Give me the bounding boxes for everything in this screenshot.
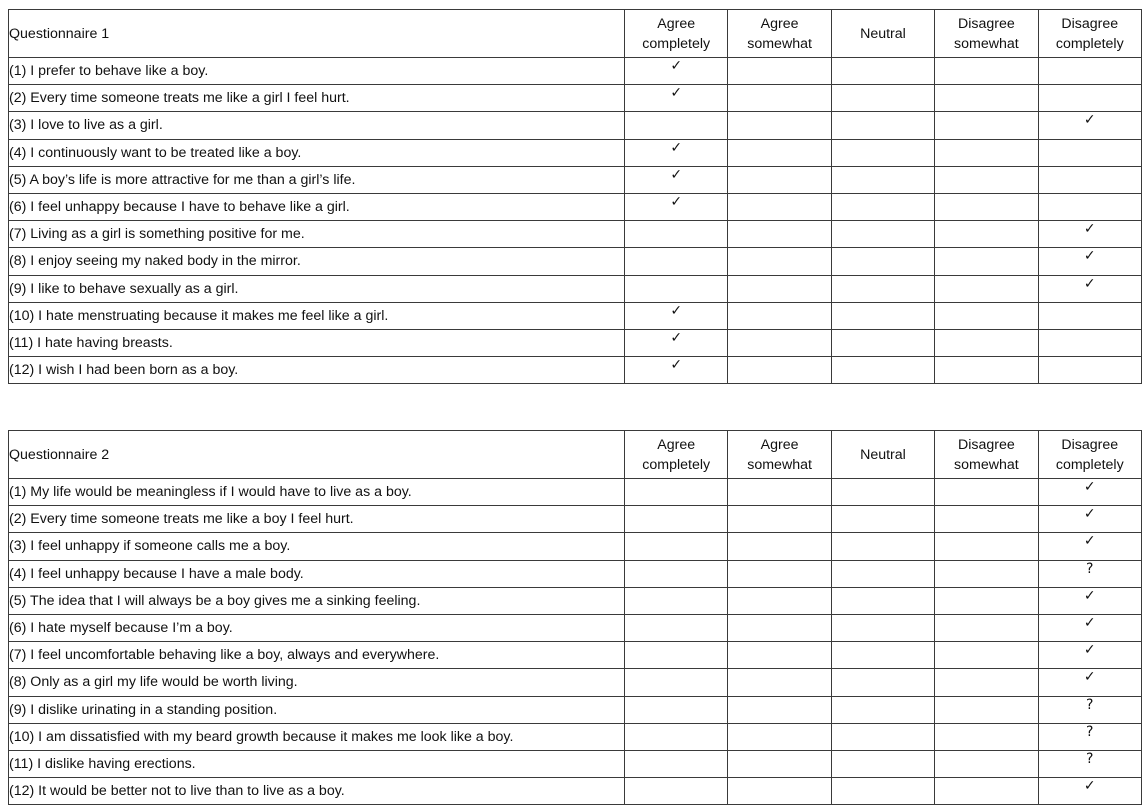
column-header-agree-somewhat: Agree somewhat [728, 431, 831, 479]
response-cell-agree-completely [625, 696, 728, 723]
column-header-agree-completely: Agree completely [625, 10, 728, 58]
response-cell-agree-completely [625, 750, 728, 777]
question-text: (12) It would be better not to live than to live as a boy. [9, 778, 625, 805]
response-cell-neutral [831, 248, 934, 275]
response-cell-neutral [831, 58, 934, 85]
response-cell-disagree-completely: ? [1038, 723, 1141, 750]
question-text: (1) My life would be meaningless if I would have to live as a boy. [9, 479, 625, 506]
question-text: (5) A boy’s life is more attractive for me than a girl’s life. [9, 166, 625, 193]
response-cell-agree-somewhat [728, 506, 831, 533]
response-cell-neutral [831, 85, 934, 112]
response-cell-neutral [831, 193, 934, 220]
table-row [9, 614, 1142, 641]
response-cell-disagree-somewhat [935, 750, 1038, 777]
response-cell-agree-somewhat [728, 750, 831, 777]
response-cell-agree-completely: ✓ [625, 166, 728, 193]
question-text: (8) I enjoy seeing my naked body in the mirror. [9, 248, 625, 275]
response-cell-disagree-completely: ✓ [1038, 642, 1141, 669]
response-cell-agree-completely [625, 560, 728, 587]
response-cell-disagree-somewhat [935, 275, 1038, 302]
response-cell-agree-somewhat [728, 302, 831, 329]
questionnaire-1-table [8, 9, 1142, 384]
response-cell-disagree-completely [1038, 329, 1141, 356]
response-cell-disagree-completely: ? [1038, 560, 1141, 587]
response-cell-neutral [831, 166, 934, 193]
response-cell-neutral [831, 302, 934, 329]
response-cell-agree-completely [625, 533, 728, 560]
response-cell-neutral [831, 479, 934, 506]
column-header-neutral: Neutral [831, 10, 934, 58]
response-cell-agree-somewhat [728, 58, 831, 85]
response-cell-agree-somewhat [728, 329, 831, 356]
table-row [9, 139, 1142, 166]
response-cell-neutral [831, 560, 934, 587]
response-cell-agree-somewhat [728, 533, 831, 560]
response-cell-agree-somewhat [728, 696, 831, 723]
response-cell-disagree-completely: ✓ [1038, 112, 1141, 139]
response-cell-neutral [831, 669, 934, 696]
response-cell-disagree-somewhat [935, 248, 1038, 275]
response-cell-agree-somewhat [728, 248, 831, 275]
response-cell-disagree-completely [1038, 58, 1141, 85]
response-cell-neutral [831, 139, 934, 166]
table-row [9, 506, 1142, 533]
response-cell-agree-completely [625, 112, 728, 139]
response-cell-neutral [831, 614, 934, 641]
response-cell-disagree-completely [1038, 166, 1141, 193]
response-cell-disagree-somewhat [935, 506, 1038, 533]
response-cell-disagree-completely [1038, 302, 1141, 329]
response-cell-agree-completely [625, 587, 728, 614]
table-row [9, 85, 1142, 112]
response-cell-agree-completely [625, 248, 728, 275]
response-cell-agree-somewhat [728, 166, 831, 193]
response-cell-agree-somewhat [728, 357, 831, 384]
question-text: (3) I love to live as a girl. [9, 112, 625, 139]
response-cell-agree-somewhat [728, 275, 831, 302]
question-text: (7) I feel uncomfortable behaving like a boy, always and everywhere. [9, 642, 625, 669]
response-cell-agree-completely [625, 506, 728, 533]
response-cell-disagree-completely: ✓ [1038, 221, 1141, 248]
response-cell-disagree-somewhat [935, 696, 1038, 723]
response-cell-neutral [831, 329, 934, 356]
response-cell-agree-completely: ✓ [625, 193, 728, 220]
table-row [9, 560, 1142, 587]
response-cell-disagree-somewhat [935, 85, 1038, 112]
response-cell-neutral [831, 587, 934, 614]
response-cell-agree-somewhat [728, 778, 831, 805]
table-row [9, 58, 1142, 85]
response-cell-disagree-somewhat [935, 560, 1038, 587]
response-cell-disagree-somewhat [935, 778, 1038, 805]
table-row [9, 302, 1142, 329]
questionnaire-title: Questionnaire 1 [9, 10, 625, 58]
response-cell-neutral [831, 750, 934, 777]
response-cell-neutral [831, 221, 934, 248]
response-cell-neutral [831, 642, 934, 669]
response-cell-disagree-completely: ✓ [1038, 669, 1141, 696]
table-row [9, 193, 1142, 220]
response-cell-agree-completely: ✓ [625, 329, 728, 356]
questionnaire-title: Questionnaire 2 [9, 431, 625, 479]
column-header-neutral: Neutral [831, 431, 934, 479]
column-header-disagree-somewhat: Disagree somewhat [935, 431, 1038, 479]
response-cell-disagree-somewhat [935, 166, 1038, 193]
question-text: (9) I dislike urinating in a standing position. [9, 696, 625, 723]
response-cell-disagree-completely: ✓ [1038, 587, 1141, 614]
question-text: (11) I dislike having erections. [9, 750, 625, 777]
question-text: (1) I prefer to behave like a boy. [9, 58, 625, 85]
question-text: (7) Living as a girl is something positive for me. [9, 221, 625, 248]
table-row [9, 357, 1142, 384]
question-text: (10) I am dissatisfied with my beard growth because it makes me look like a boy. [9, 723, 625, 750]
response-cell-disagree-completely [1038, 139, 1141, 166]
response-cell-neutral [831, 506, 934, 533]
column-header-disagree-completely: Disagree completely [1038, 431, 1141, 479]
response-cell-agree-completely [625, 479, 728, 506]
response-cell-agree-completely [625, 275, 728, 302]
response-cell-disagree-completely [1038, 85, 1141, 112]
question-text: (2) Every time someone treats me like a boy I feel hurt. [9, 506, 625, 533]
response-cell-disagree-somewhat [935, 221, 1038, 248]
response-cell-disagree-somewhat [935, 669, 1038, 696]
response-cell-neutral [831, 533, 934, 560]
response-cell-disagree-completely: ✓ [1038, 248, 1141, 275]
response-cell-disagree-somewhat [935, 58, 1038, 85]
response-cell-disagree-completely: ✓ [1038, 614, 1141, 641]
response-cell-agree-completely: ✓ [625, 302, 728, 329]
question-text: (11) I hate having breasts. [9, 329, 625, 356]
response-cell-disagree-somewhat [935, 479, 1038, 506]
response-cell-agree-somewhat [728, 560, 831, 587]
response-cell-disagree-somewhat [935, 614, 1038, 641]
response-cell-agree-completely [625, 778, 728, 805]
table-row [9, 275, 1142, 302]
response-cell-disagree-completely [1038, 193, 1141, 220]
response-cell-disagree-somewhat [935, 723, 1038, 750]
response-cell-neutral [831, 696, 934, 723]
response-cell-neutral [831, 112, 934, 139]
response-cell-agree-somewhat [728, 642, 831, 669]
response-cell-agree-somewhat [728, 723, 831, 750]
question-text: (9) I like to behave sexually as a girl. [9, 275, 625, 302]
question-text: (2) Every time someone treats me like a girl I feel hurt. [9, 85, 625, 112]
question-text: (12) I wish I had been born as a boy. [9, 357, 625, 384]
column-header-agree-somewhat: Agree somewhat [728, 10, 831, 58]
response-cell-agree-somewhat [728, 85, 831, 112]
table-row [9, 479, 1142, 506]
response-cell-disagree-somewhat [935, 587, 1038, 614]
header-row [9, 10, 1142, 58]
response-cell-agree-somewhat [728, 479, 831, 506]
response-cell-disagree-somewhat [935, 193, 1038, 220]
table-row [9, 587, 1142, 614]
response-cell-disagree-somewhat [935, 139, 1038, 166]
question-text: (4) I feel unhappy because I have a male body. [9, 560, 625, 587]
response-cell-agree-somewhat [728, 614, 831, 641]
response-cell-neutral [831, 723, 934, 750]
question-text: (3) I feel unhappy if someone calls me a boy. [9, 533, 625, 560]
table-row [9, 248, 1142, 275]
response-cell-agree-completely [625, 723, 728, 750]
question-text: (6) I feel unhappy because I have to behave like a girl. [9, 193, 625, 220]
question-text: (6) I hate myself because I’m a boy. [9, 614, 625, 641]
response-cell-agree-completely: ✓ [625, 357, 728, 384]
response-cell-disagree-completely: ✓ [1038, 506, 1141, 533]
table-row [9, 166, 1142, 193]
response-cell-agree-completely: ✓ [625, 139, 728, 166]
response-cell-neutral [831, 357, 934, 384]
response-cell-agree-somewhat [728, 587, 831, 614]
response-cell-agree-completely [625, 614, 728, 641]
response-cell-neutral [831, 275, 934, 302]
table-row [9, 329, 1142, 356]
response-cell-agree-somewhat [728, 112, 831, 139]
header-row [9, 431, 1142, 479]
question-text: (8) Only as a girl my life would be worth living. [9, 669, 625, 696]
response-cell-agree-somewhat [728, 669, 831, 696]
table-row [9, 669, 1142, 696]
column-header-disagree-completely: Disagree completely [1038, 10, 1141, 58]
question-text: (5) The idea that I will always be a boy gives me a sinking feeling. [9, 587, 625, 614]
question-text: (10) I hate menstruating because it makes me feel like a girl. [9, 302, 625, 329]
response-cell-disagree-completely [1038, 357, 1141, 384]
response-cell-disagree-somewhat [935, 329, 1038, 356]
response-cell-disagree-somewhat [935, 642, 1038, 669]
questionnaire-2-table [8, 430, 1142, 805]
column-header-agree-completely: Agree completely [625, 431, 728, 479]
response-cell-disagree-completely: ✓ [1038, 275, 1141, 302]
response-cell-disagree-somewhat [935, 112, 1038, 139]
response-cell-disagree-completely: ✓ [1038, 479, 1141, 506]
response-cell-agree-somewhat [728, 139, 831, 166]
response-cell-disagree-somewhat [935, 357, 1038, 384]
table-row [9, 696, 1142, 723]
response-cell-disagree-completely: ? [1038, 750, 1141, 777]
column-header-disagree-somewhat: Disagree somewhat [935, 10, 1038, 58]
response-cell-disagree-completely: ? [1038, 696, 1141, 723]
table-row [9, 750, 1142, 777]
question-text: (4) I continuously want to be treated like a boy. [9, 139, 625, 166]
response-cell-disagree-somewhat [935, 533, 1038, 560]
table-row [9, 723, 1142, 750]
response-cell-agree-completely [625, 669, 728, 696]
response-cell-agree-completely [625, 642, 728, 669]
response-cell-disagree-completely: ✓ [1038, 778, 1141, 805]
table-row [9, 642, 1142, 669]
table-row [9, 112, 1142, 139]
response-cell-agree-somewhat [728, 221, 831, 248]
response-cell-agree-completely [625, 221, 728, 248]
table-row [9, 778, 1142, 805]
response-cell-disagree-completely: ✓ [1038, 533, 1141, 560]
table-row [9, 533, 1142, 560]
response-cell-agree-completely: ✓ [625, 85, 728, 112]
response-cell-agree-completely: ✓ [625, 58, 728, 85]
response-cell-disagree-somewhat [935, 302, 1038, 329]
response-cell-neutral [831, 778, 934, 805]
table-row [9, 221, 1142, 248]
response-cell-agree-somewhat [728, 193, 831, 220]
